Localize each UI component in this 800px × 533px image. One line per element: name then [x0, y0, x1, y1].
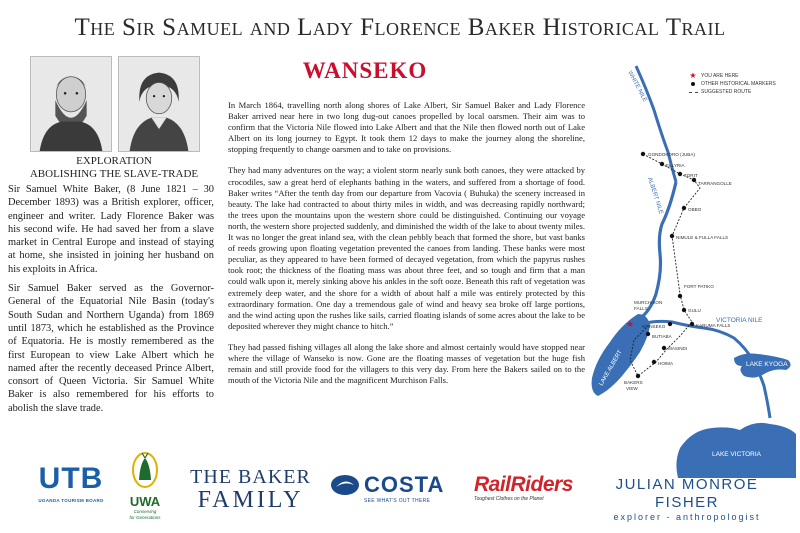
- label-torit: TORIT: [684, 173, 698, 178]
- uwa-logo-text: UWA: [129, 494, 161, 509]
- label-view: VIEW: [626, 386, 638, 391]
- costa-emblem-icon: [330, 473, 360, 497]
- caption-line-1: EXPLORATION: [76, 155, 152, 167]
- route-map-svg: [588, 58, 796, 478]
- sponsor-logos: [0, 450, 800, 533]
- label-gondokoro: GONDOKORO (JUBA): [648, 152, 695, 157]
- place-title: WANSEKO: [302, 58, 428, 83]
- label-karuma: KARUMA FALLS: [696, 323, 731, 328]
- portrait-samuel-baker: [30, 56, 112, 152]
- uwa-emblem-icon: [130, 450, 160, 490]
- legend-route-label: SUGGESTED ROUTE: [701, 89, 752, 95]
- label-wanseko: WANSEKO: [642, 324, 666, 329]
- biography: [8, 183, 214, 421]
- portraits: [30, 56, 200, 152]
- story-text: [228, 100, 585, 396]
- portrait-caption: [14, 155, 214, 181]
- uwa-logo-subtext-2: for Generations: [129, 515, 161, 520]
- label-white-nile: WHITE NILE: [626, 70, 648, 104]
- story-paragraph-2: They had many adventures on the way; a violent storm nearly sunk both canoes, they were attacked by crocodiles, saw a great herd of elephants bathing in the waters, and suffered from a shortage of food. Baker writes “After the tenth day from our departure from Vacovia ( Buhuka) the scenery increased in beauty. The lake had contracted to about thirty miles in width, and was decreasing rapidly northward; the trees upon the mountains upon the western shore could be distinguished. Continuing our voyage north, the western shore projected suddenly, and diminished the width of the lake to about twenty miles. It was no longer the great inland sea, with the clean pebbly beach that formed the shore, but vast banks of reeds growing upon floating vegetation prevented the canoes from landing. These banks were most peculiar, as they appeared to have been formed of decayed vegetation, from which the papyrus rushes took root; the thickness of the floating mass was about three feet, and so tough and firm that a man could walk upon it, merely sinking above his ankles in the soft ooze. Beneath this raft of vegetation was extremely deep water, and the shore for a width of about half a mile was entirely protected by this extraordinary formation. One day a tremendous gale of wind and heavy sea broke off large portions, and the wind acting upon the rushes like sails, carried floating islands of some acres about the lake to be deposited wherever they might chance to hitch.”: [228, 165, 585, 331]
- jmf-name: JULIAN MONROE FISHER: [615, 476, 759, 511]
- label-lake-victoria: LAKE VICTORIA: [712, 451, 762, 458]
- uwa-logo: [120, 450, 170, 530]
- caption-line-2: ABOLISHING THE SLAVE-TRADE: [29, 168, 199, 180]
- bio-paragraph-1: Sir Samuel White Baker, (8 June 1821 – 30 December 1893) was a British explorer, officer, engineer and writer. Lady Florence Baker was his second wife. He had saved her from a slave market in Central Europe and instead of staying at home, she insisted in joining her husband on his exploits in Africa.: [8, 184, 214, 275]
- railriders-logo-subtext: Toughest Clothes on the Planet: [474, 496, 544, 502]
- baker-family-line-1: THE BAKER: [190, 466, 311, 488]
- label-tarrangolle: TARRANGOLLE: [698, 181, 732, 186]
- you-are-here-star-icon: ★: [626, 319, 635, 329]
- portrait-florence-baker: [118, 56, 200, 152]
- label-bakers: BAKERS: [624, 380, 643, 385]
- label-lake-kyoga: LAKE KYOGA: [746, 361, 788, 368]
- portrait-samuel-engraving: [31, 57, 111, 151]
- label-victoria-nile: VICTORIA NILE: [716, 317, 763, 324]
- route-map: [588, 58, 796, 478]
- costa-logo-subtext: SEE WHAT'S OUT THERE: [364, 498, 431, 504]
- label-albert-nile: ALBERT NILE: [646, 176, 664, 215]
- label-obbo: OBBO: [688, 207, 702, 212]
- story-paragraph-1: In March 1864, travelling north along shores of Lake Albert, Sir Samuel Baker and Lady Florence Baker arrived near here in two long dug-out canoes propelled by local oarsmen. Their aim was to confirm that the Victoria Nile flowed into Lake Albert and that the Nile then flowed north out of Lake Albert on its long journey to Egypt. It took them 12 days to make the journey along the shoreline, stopping frequently to change oarsmen and to take on provisions.: [228, 100, 585, 155]
- costa-logo-text: COSTA: [364, 472, 445, 497]
- label-hoima: HOIMA: [658, 361, 674, 366]
- star-icon: ★: [689, 71, 697, 80]
- julian-monroe-fisher-logo: [592, 476, 782, 522]
- baker-family-logo: [188, 466, 313, 512]
- uwa-logo-subtext-1: Conserving: [133, 509, 157, 514]
- railriders-logo: [474, 474, 584, 502]
- page-title: The Sir Samuel and Lady Florence Baker Historical Trail: [74, 14, 726, 41]
- legend-you-are-here-label: YOU ARE HERE: [701, 73, 739, 79]
- railriders-logo-text: RailRiders: [474, 473, 573, 496]
- label-gulu: GULU: [688, 308, 701, 313]
- story-paragraph-3: They had passed fishing villages all along the lake shore and almost certainly would have stopped near where the village of Wanseko is now. Gone are the floating masses of vegetation but the huge fish remain and still provide food for the villagers to this very day. From here the Bakers sailed on to the mouth of the Victoria Nile and the magnificent Murchison Falls.: [228, 341, 585, 386]
- label-murchison: MURCHISON: [634, 300, 663, 305]
- label-butiaba: BUTIABA: [652, 334, 672, 339]
- label-falls: FALLS: [634, 306, 648, 311]
- utb-logo-subtext: UGANDA TOURISM BOARD: [38, 498, 104, 503]
- jmf-tagline: explorer - anthropologist: [613, 512, 761, 522]
- legend-other-markers-label: OTHER HISTORICAL MARKERS: [701, 81, 776, 87]
- utb-logo: [30, 460, 112, 520]
- baker-family-line-2: FAMILY: [197, 487, 304, 513]
- label-lake-albert: LAKE ALBERT: [598, 349, 624, 387]
- portrait-florence-engraving: [119, 57, 199, 151]
- label-nimule: NIMULE & FULLA FALLS: [676, 235, 729, 240]
- bio-paragraph-2: Sir Samuel Baker served as the Governor-General of the Equatorial Nile Basin (today's South Sudan and Northern Uganda) from 1869 until 1873, which he established as the Province of Equatoria. He is mostly remembered as the first European to view Lake Albert which he named after the recently deceased Prince Albert, consort of Queen Victoria. Sir Samuel White Baker is also remembered for his efforts to abolish the slave trade.: [8, 283, 214, 414]
- label-ellyria: ELLYRIA: [666, 163, 685, 168]
- label-fort-patiko: FORT PATIKO: [684, 284, 714, 289]
- costa-logo: [330, 472, 450, 504]
- utb-logo-text: UTB: [38, 462, 104, 495]
- label-masindi: MASINDI: [668, 346, 688, 351]
